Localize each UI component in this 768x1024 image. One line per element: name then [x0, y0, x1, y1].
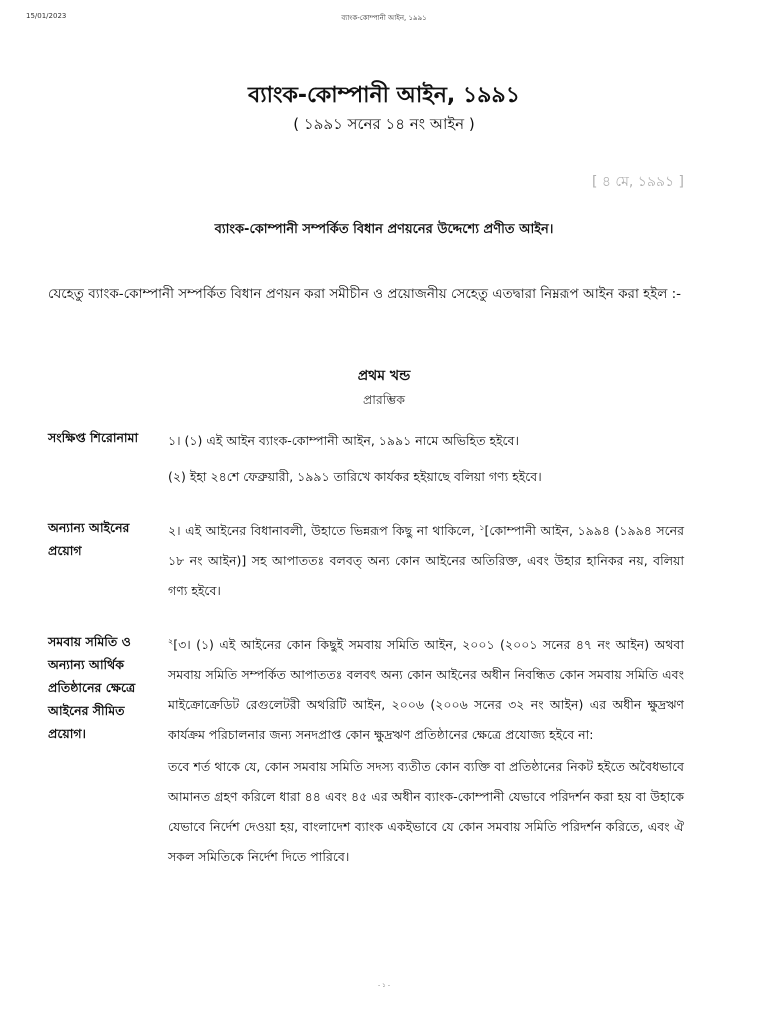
purpose-statement: ব্যাংক-কোম্পানী সম্পর্কিত বিধান প্রণয়নের উদ্দেশ্যে প্রণীত আইন।	[214, 222, 554, 237]
page-number: - ১ -	[377, 982, 391, 989]
section-3-text-1: [৩। (১) এই আইনের কোন কিছুই সমবায় সমিতি আইন, ২০০১ (২০০১ সনের ৪৭ নং আইন) অথবা সমবায় সমিতি সম্পর্কিত আপাততঃ বলবৎ অন্য কোন আইনের অধীন নিবন্ধিত কোন সমবায় সমিতি এবং মাইক্রোক্রেডিট রেগুলেটরী অথরিটি আইন, ২০০৬ (২০০৬ সনের ৩২ নং আইন) এর অধীন ক্ষুদ্রঋণ কার্যক্রম পরিচালনার জন্য সনদপ্রাপ্ত কোন ক্ষুদ্রঋণ প্রতিষ্ঠানের ক্ষেত্রে প্রযোজ্য হইবে না:	[168, 637, 684, 742]
section-2-body	[168, 516, 684, 612]
section-1-body	[168, 426, 684, 498]
section-2-text-rest: [কোম্পানী আইন, ১৯৯৪ (১৯৯৪ সনের ১৮ নং আইন)] সহ আপাততঃ বলবত্ অন্য কোন আইনের অতিরিক্ত, এবং উহার হানিকর নয়, বলিয়া গণ্য হইবে।	[168, 523, 684, 598]
section-3-body	[168, 630, 684, 874]
document-subtitle: ( ১৯৯১ সনের ১৪ নং আইন )	[293, 115, 475, 133]
section-3-proviso: তবে শর্ত থাকে যে, কোন সমবায় সমিতি সদস্য ব্যতীত কোন ব্যক্তি বা প্রতিষ্ঠানের নিকট হইতে অবৈধভাবে আমানত গ্রহণ করিলে ধারা ৪৪ এবং ৪৫ এর অধীন ব্যাংক-কোম্পানী যেভাবে পরিদর্শন করা হয় বা উহাকে যেভাবে নির্দেশ দেওয়া হয়, বাংলাদেশ ব্যাংক একইভাবে যে কোন সমবায় সমিতি পরিদর্শন করিতে, এবং ঐ সকল সমিতিকে নির্দেশ দিতে পারিবে।	[168, 759, 684, 864]
enactment-date: [ ৪ মে, ১৯৯১ ]	[591, 174, 684, 190]
document-title: ব্যাংক-কোম্পানী আইন, ১৯৯১	[247, 83, 520, 108]
print-header	[0, 12, 768, 26]
print-header-title: ব্যাংক-কোম্পানী আইন, ১৯৯১	[341, 14, 427, 22]
section-2	[48, 516, 688, 616]
section-2-heading: অন্যান্য আইনের প্রয়োগ	[48, 520, 130, 558]
section-1-paragraph-2: (২) ইহা ২৪শে ফেব্রুয়ারী, ১৯৯১ তারিখে কার্যকর হইয়াছে বলিয়া গণ্য হইবে।	[168, 469, 542, 484]
section-3-paragraph-1	[168, 630, 684, 750]
section-1	[48, 426, 688, 506]
print-date: 15/01/2023	[26, 12, 67, 20]
section-3-heading: সমবায় সমিতি ও অন্যান্য আর্থিক প্রতিষ্ঠানের ক্ষেত্রে আইনের সীমিত প্রয়োগ।	[48, 634, 136, 741]
section-1-paragraph-1: ১। (১) এই আইন ব্যাংক-কোম্পানী আইন, ১৯৯১ নামে অভিহিত হইবে।	[168, 433, 519, 448]
section-1-heading: সংক্ষিপ্ত শিরোনামা	[48, 430, 139, 445]
part-subtitle: প্রারম্ভিক	[362, 392, 406, 407]
section-3	[48, 630, 688, 950]
preamble: যেহেতু ব্যাংক-কোম্পানী সম্পর্কিত বিধান প্রণয়ন করা সমীচীন ও প্রয়োজনীয় সেহেতু এতদ্বারা নিম্নরূপ আইন করা হইল :-	[48, 286, 682, 302]
section-2-text-start: ২। এই আইনের বিধানাবলী, উহাতে ভিন্নরূপ কিছু না থাকিলে,	[168, 523, 480, 538]
part-title: প্রথম খন্ড	[357, 368, 411, 384]
section-2-paragraph	[168, 516, 684, 606]
footnote-marker-2[interactable]: ২	[168, 636, 174, 646]
footnote-marker-1[interactable]: ১	[479, 522, 485, 532]
